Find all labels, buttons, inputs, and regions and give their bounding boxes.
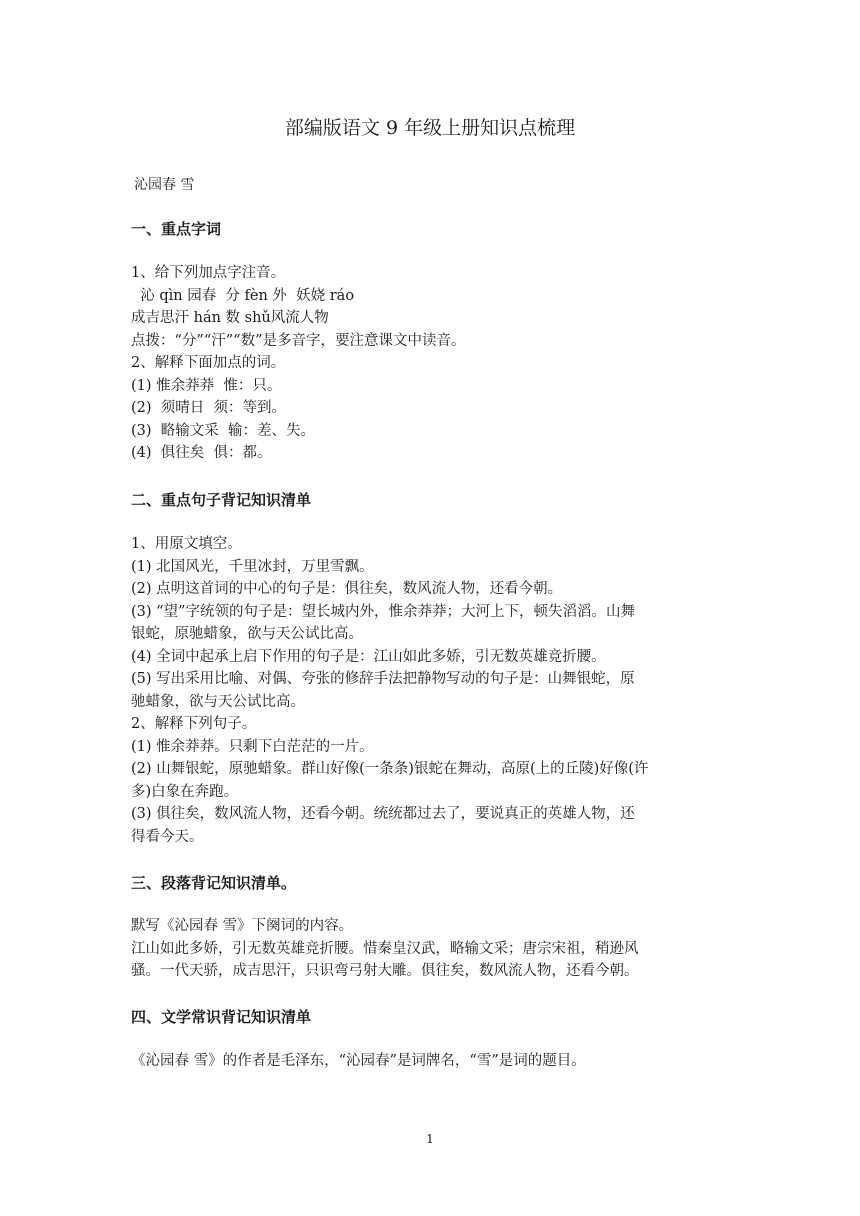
text-line: 2、解释下面加点的词。 (131, 355, 286, 371)
document-title: 部编版语文 9 年级上册知识点梳理 (284, 117, 576, 139)
text-line: (2) 山舞银蛇，原驰蜡象。群山好像(一条条)银蛇在舞动，高原(上的丘陵)好像(许 (131, 761, 649, 777)
text-line: 江山如此多娇，引无数英雄竞折腰。惜秦皇汉武，略输文采；唐宗宋祖，稍逊风 (131, 940, 639, 957)
section-heading-1: 一、重点字词 (131, 220, 222, 238)
text-line: 点拨：“分”“汗”“数”是多音字，要注意课文中读音。 (131, 332, 466, 349)
text-line: (1) 惟余莽莽 惟：只。 (131, 377, 282, 394)
text-line: (2) 须晴日 须：等到。 (131, 400, 286, 416)
text-line: 成吉思汗 hán 数 shǔ风流人物 (131, 310, 329, 326)
text-line: (5) 写出采用比喻、对偶、夸张的修辞手法把静物写动的句子是：山舞银蛇，原 (131, 671, 635, 687)
text-line: (4) 全词中起承上启下作用的句子是：江山如此多娇，引无数英雄竞折腰。 (131, 648, 606, 665)
text-line: 默写《沁园春 雪》下阕词的内容。 (131, 918, 354, 934)
section-body-1 (131, 262, 731, 465)
text-line: 《沁园春 雪》的作者是毛泽东，“沁园春”是词牌名，“雪”是词的题目。 (131, 1053, 586, 1069)
text-line: 得看今天。 (131, 828, 204, 845)
text-line: 1、给下列加点字注音。 (131, 265, 286, 281)
text-line: (3) 俱往矣，数风流人物，还看今朝。统统都过去了，要说真正的英雄人物，还 (131, 806, 635, 822)
section-heading-4: 四、文学常识背记知识清单 (131, 1008, 312, 1026)
text-line: 1、用原文填空。 (131, 536, 242, 552)
section-body-2 (131, 533, 731, 848)
text-line: (1) 惟余莽莽。只剩下白茫茫的一片。 (131, 738, 374, 755)
text-line: 骚。一代天骄，成吉思汗，只识弯弓射大雕。俱往矣，数风流人物，还看今朝。 (131, 963, 639, 979)
text-line: 驰蜡象，欲与天公试比高。 (131, 693, 305, 710)
poem-title: 沁园春 雪 (134, 177, 195, 193)
section-heading-3: 三、段落背记知识清单。 (131, 874, 297, 892)
text-line: (3) “望”字统领的句子是：望长城内外，惟余莽莽；大河上下，顿失滔滔。山舞 (131, 603, 635, 620)
page-number: 1 (426, 1132, 434, 1146)
text-line: 2、解释下列句子。 (131, 716, 257, 732)
section-body-3 (131, 915, 731, 983)
text-line: 沁 qìn 园春 分 fèn 外 妖娆 ráo (131, 287, 355, 304)
section-body-4 (131, 1050, 731, 1073)
text-line: 银蛇，原驰蜡象，欲与天公试比高。 (131, 626, 363, 642)
text-line: (2) 点明这首词的中心的句子是：俱往矣，数风流人物，还看今朝。 (131, 581, 563, 597)
text-line: (3) 略输文采 输：差、失。 (131, 422, 315, 439)
section-heading-2: 二、重点句子背记知识清单 (131, 491, 312, 509)
text-line: 多)白象在奔跑。 (131, 783, 239, 800)
text-line: (4) 俱往矣 俱：都。 (131, 445, 272, 461)
text-line: (1) 北国风光，千里冰封，万里雪飘。 (131, 558, 374, 575)
